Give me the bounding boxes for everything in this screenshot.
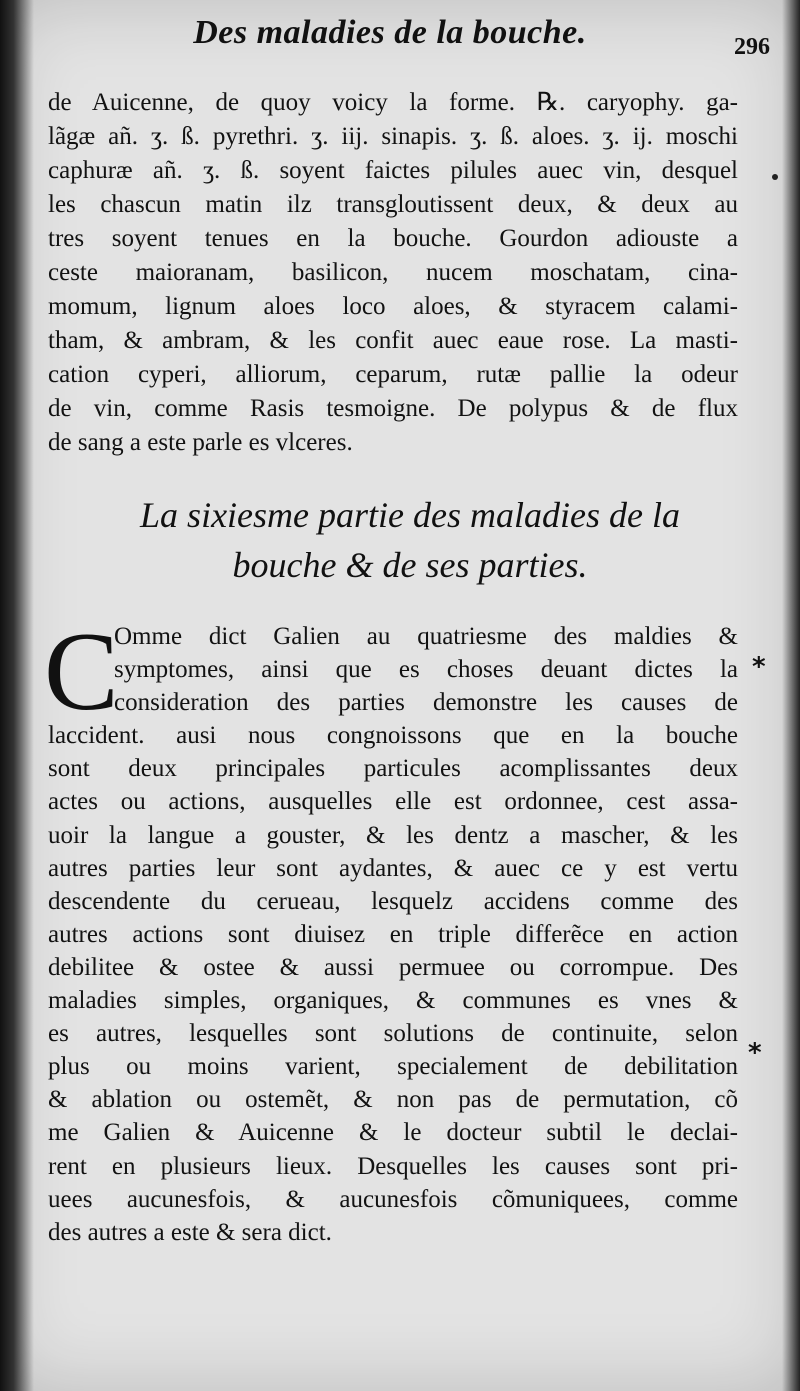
section-heading-line: bouche & de ses parties. [232,545,588,585]
paragraph-continued [48,86,738,460]
running-head: Des maladies de la bouche. [193,14,587,51]
text-line: me Galien & Auicenne & le docteur subtil le declai- [48,1119,738,1147]
text-line: caphuræ añ. ʒ. ß. soyent faictes pilules auec vin, desquel [48,157,738,184]
text-line: des autres a este & sera dict. [48,1218,332,1246]
text-line: plus ou moins varient, specialement de debilitation [48,1053,738,1081]
page-edge-shadow [782,0,800,1391]
text-line: les chascun matin ilz transgloutissent deux, & deux au [48,191,738,218]
text-line: consideration des parties demonstre les causes de [114,689,738,717]
text-line: maladies simples, organiques, & communes es vnes & [48,987,738,1015]
margin-asterisk: * [752,652,766,682]
text-line: tres soyent tenues en la bouche. Gourdon adiouste a [48,225,738,252]
text-line: de vin, comme Rasis tesmoigne. De polypus & de flux [48,395,738,422]
text-line: & ablation ou ostemẽt, & non pas de permutation, cõ [48,1086,738,1114]
section-heading-line: La sixiesme partie des maladies de la [140,495,680,535]
text-line: autres actions sont diuisez en triple differẽce en action [48,920,738,948]
page-number: 296 [734,34,770,60]
text-line: uoir la langue a gouster, & les dentz a mascher, & les [48,821,738,849]
text-line: lãgæ añ. ʒ. ß. pyrethri. ʒ. iij. sinapis. ʒ. ß. aloes. ʒ. ij. moschi [48,123,738,150]
drop-cap: C [44,610,119,734]
text-line: de Auicenne, de quoy voicy la forme. ℞. caryophy. ga- [48,89,738,116]
text-line: autres parties leur sont aydantes, & auec ce y est vertu [48,854,738,882]
gutter-shadow [0,0,34,1391]
margin-asterisk: * [748,1038,762,1068]
text-line: sont deux principales particules acomplissantes deux [48,755,738,783]
text-line: ceste maioranam, basilicon, nucem moschatam, cina- [48,259,738,286]
text-line: rent en plusieurs lieux. Desquelles les causes sont pri- [48,1152,738,1180]
text-line: laccident. ausi nous congnoissons que en la bouche [48,722,738,750]
paragraph-main [48,620,738,1249]
text-line: tham, & ambram, & les confit auec eaue rose. La masti- [48,327,738,354]
text-line: de sang a este parle es vlceres. [48,429,353,456]
margin-dot [772,174,778,180]
text-line: momum, lignum aloes loco aloes, & styracem calami- [48,293,738,320]
text-line: Omme dict Galien au quatriesme des maldies & [114,623,738,650]
text-line: descendente du cerueau, lesquelz accidens comme des [48,887,738,915]
text-line: debilitee & ostee & aussi permuee ou corrompue. Des [48,953,738,981]
text-line: uees aucunesfois, & aucunesfois cõmuniquees, comme [48,1185,738,1213]
text-line: symptomes, ainsi que es choses deuant dictes la [114,656,738,684]
text-line: es autres, lesquelles sont solutions de continuite, selon [48,1020,738,1048]
text-line: actes ou actions, ausquelles elle est ordonnee, cest assa- [48,788,738,816]
text-line: cation cyperi, alliorum, ceparum, rutæ pallie la odeur [48,361,738,388]
section-heading [70,490,750,590]
